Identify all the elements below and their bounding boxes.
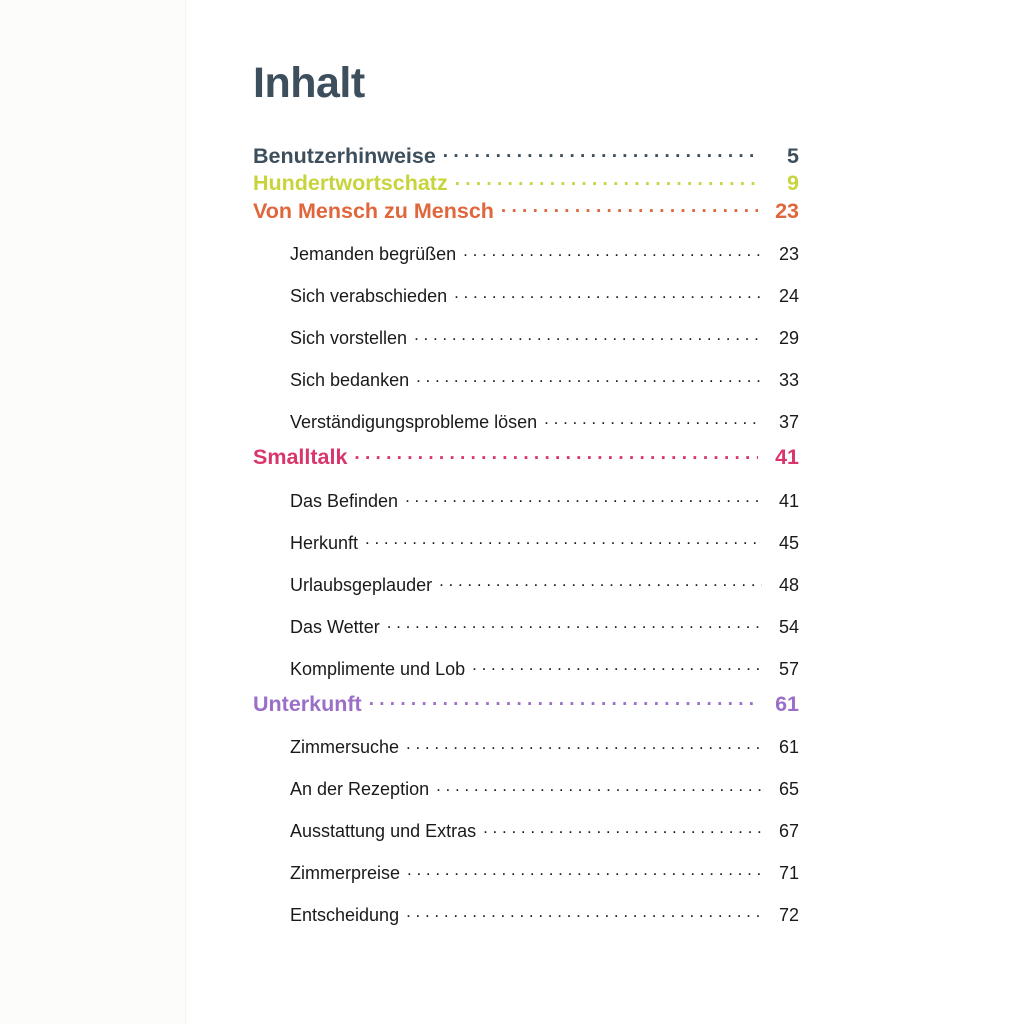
toc-section-row[interactable] [253, 169, 799, 197]
section-block [253, 689, 799, 936]
list-item [253, 810, 799, 852]
toc-entry-row[interactable] [290, 605, 799, 647]
entry-label: Sich verabschieden [290, 286, 448, 306]
dot-leader [407, 861, 762, 879]
section-list [253, 141, 799, 936]
toc-entry-row[interactable] [290, 768, 799, 810]
list-item [253, 359, 799, 401]
entry-page-number: 24 [778, 286, 799, 306]
list-item [253, 233, 799, 275]
toc-section-row[interactable] [253, 196, 799, 224]
list-item [253, 521, 799, 563]
entry-page-number: 61 [778, 737, 799, 757]
toc-section-row[interactable] [253, 141, 799, 169]
dot-leader [369, 689, 758, 711]
toc-entry-row[interactable] [290, 521, 799, 563]
list-item [253, 768, 799, 810]
dot-leader [463, 242, 762, 260]
dot-leader [472, 657, 762, 675]
entry-page-number: 33 [778, 370, 799, 390]
toc-entry-row[interactable] [290, 563, 799, 605]
dot-leader [365, 531, 762, 549]
page-title: Inhalt [253, 59, 365, 107]
section-page-number: 61 [775, 691, 799, 716]
toc-entry-row[interactable] [290, 233, 799, 275]
entry-page-number: 67 [778, 821, 799, 841]
entry-page-number: 54 [778, 616, 799, 637]
section-entry-list [253, 726, 799, 936]
section-label: Hundertwortschatz [253, 171, 448, 195]
list-item [253, 894, 799, 936]
toc-entry-row[interactable] [290, 317, 799, 359]
entry-page-number: 37 [778, 412, 799, 432]
entry-page-number: 41 [778, 490, 799, 511]
dot-leader [501, 196, 758, 218]
dot-leader [405, 489, 762, 507]
dot-leader [544, 410, 762, 428]
entry-label: Entscheidung [290, 905, 400, 925]
dot-leader [483, 819, 762, 837]
section-page-number: 5 [787, 143, 799, 168]
entry-page-number: 48 [778, 574, 799, 595]
toc-entry-row[interactable] [290, 479, 799, 521]
section-label: Smalltalk [253, 445, 348, 469]
list-item [253, 479, 799, 521]
entry-label: Das Wetter [290, 616, 380, 637]
section-block [253, 196, 799, 443]
entry-label: Komplimente und Lob [290, 658, 466, 679]
entry-label: Das Befinden [290, 490, 399, 511]
toc-entry-row[interactable] [290, 810, 799, 852]
toc-entry-row[interactable] [290, 852, 799, 894]
list-item [253, 317, 799, 359]
entry-page-number: 23 [778, 244, 799, 264]
entry-page-number: 71 [778, 863, 799, 883]
entry-label: Jemanden begrüßen [290, 244, 457, 264]
entry-label: Verständigungsprobleme lösen [290, 412, 538, 432]
entry-page-number: 45 [778, 532, 799, 553]
entry-label: Zimmersuche [290, 737, 400, 757]
dot-leader [436, 777, 762, 795]
entry-label: Ausstattung und Extras [290, 821, 477, 841]
list-item [253, 647, 799, 689]
list-item [253, 563, 799, 605]
entry-label: Sich bedanken [290, 370, 410, 390]
list-item [253, 605, 799, 647]
dot-leader [414, 326, 762, 344]
list-item [253, 726, 799, 768]
list-item [253, 275, 799, 317]
entry-label: Zimmerpreise [290, 863, 401, 883]
list-item [253, 852, 799, 894]
dot-leader [354, 443, 758, 465]
section-label: Von Mensch zu Mensch [253, 198, 494, 223]
toc-section-row[interactable] [253, 689, 799, 717]
section-page-number: 41 [775, 445, 799, 469]
entry-label: Herkunft [290, 532, 359, 553]
section-block [253, 141, 799, 169]
entry-label: An der Rezeption [290, 779, 430, 799]
entry-label: Sich vorstellen [290, 328, 408, 348]
entry-page-number: 65 [778, 779, 799, 799]
dot-leader [443, 141, 758, 163]
section-page-number: 9 [787, 171, 799, 195]
table-of-contents [253, 59, 799, 936]
section-label: Unterkunft [253, 691, 362, 716]
section-block [253, 443, 799, 690]
toc-entry-row[interactable] [290, 401, 799, 443]
entry-page-number: 57 [778, 658, 799, 679]
section-block [253, 169, 799, 197]
toc-entry-row[interactable] [290, 647, 799, 689]
section-label: Benutzerhinweise [253, 143, 436, 168]
dot-leader [406, 735, 762, 753]
dot-leader [387, 615, 762, 633]
toc-section-row[interactable] [253, 443, 799, 471]
section-page-number: 23 [775, 198, 799, 223]
toc-entry-row[interactable] [290, 726, 799, 768]
dot-leader [406, 903, 762, 921]
toc-entry-row[interactable] [290, 275, 799, 317]
entry-label: Urlaubsgeplauder [290, 574, 433, 595]
list-item [253, 401, 799, 443]
toc-entry-row[interactable] [290, 359, 799, 401]
dot-leader [439, 573, 762, 591]
entry-page-number: 72 [778, 905, 799, 925]
section-entry-list [253, 479, 799, 689]
dot-leader [454, 284, 762, 302]
entry-page-number: 29 [778, 328, 799, 348]
toc-entry-row[interactable] [290, 894, 799, 936]
section-entry-list [253, 233, 799, 443]
dot-leader [416, 368, 762, 386]
dot-leader [455, 169, 758, 191]
